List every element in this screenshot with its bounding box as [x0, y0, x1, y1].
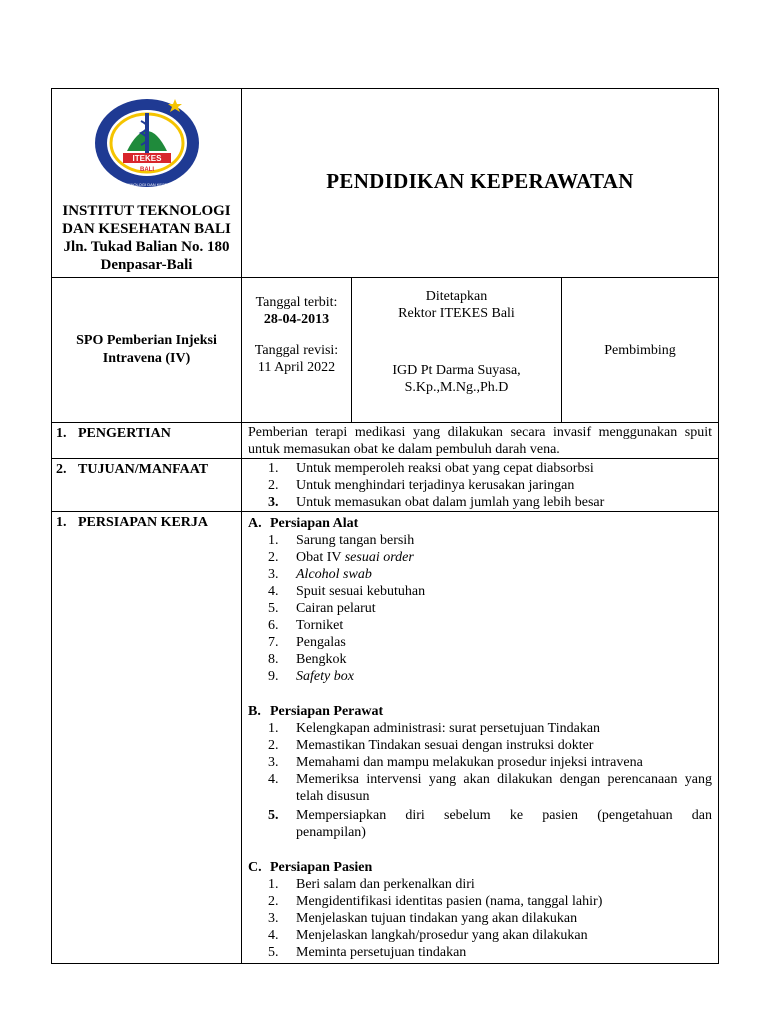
persiapan-alat-list	[248, 532, 712, 685]
dates-cell	[242, 278, 352, 423]
list-item: 3. Alcohol swab	[268, 567, 372, 582]
list-item: 2. Untuk menghindari terjadinya kerusakan jaringan	[268, 478, 575, 493]
persiapan-pasien-list	[248, 876, 712, 961]
list-item: 1. Kelengkapan administrasi: surat persetujuan Tindakan	[268, 721, 601, 736]
section-persiapan-content	[242, 512, 719, 964]
signer-title: S.Kp.,M.Ng.,Ph.D	[404, 380, 509, 395]
itekes-logo	[87, 91, 207, 191]
list-item: 7. Pengalas	[268, 635, 346, 650]
pembimbing-cell	[562, 278, 719, 423]
pembimbing-label: Pembimbing	[604, 342, 676, 358]
document-title: PENDIDIKAN KEPERAWATAN	[326, 169, 634, 193]
list-item: 2. Mengidentifikasi identitas pasien (nama, tanggal lahir)	[268, 894, 603, 909]
list-item: 5. Meminta persetujuan tindakan	[268, 945, 467, 960]
spo-name-cell: SPO Pemberian Injeksi Intravena (IV)	[52, 278, 242, 423]
persiapan-alat-heading: A. Persiapan Alat	[248, 516, 359, 531]
list-item: 1. Untuk memperoleh reaksi obat yang cepat diabsorbsi	[268, 461, 594, 476]
list-item: 1. Sarung tangan bersih	[268, 533, 415, 548]
list-item: 1. Beri salam dan perkenalkan diri	[268, 877, 475, 892]
list-item: 5. Mempersiapkan diri sebelum ke pasien (pengetahuan dan penampilan)	[268, 808, 712, 840]
ditetapkan-label: Ditetapkan	[425, 289, 488, 304]
list-item: 9. Safety box	[268, 669, 354, 684]
list-item: 2. Obat IV sesuai order	[268, 550, 414, 565]
persiapan-perawat-list	[248, 720, 712, 841]
svg-text:INSTITUT TEKNOLOGI DAN KESEHAT: INSTITUT TEKNOLOGI DAN KESEHATAN BALI	[103, 182, 190, 187]
revisi-date: 11 April 2022	[257, 360, 336, 375]
ditetapkan-cell	[352, 278, 562, 423]
terbit-date: 28-04-2013	[263, 312, 330, 327]
list-item: 8. Bengkok	[268, 652, 347, 667]
list-item: 4. Memeriksa intervensi yang akan dilakukan dengan perencanaan yang telah disusun	[268, 772, 712, 804]
list-item: 3. Memahami dan mampu melakukan prosedur injeksi intravena	[268, 755, 643, 770]
list-item: 6. Torniket	[268, 618, 344, 633]
institution-cell	[52, 89, 242, 278]
section-pengertian-text: Pemberian terapi medikasi yang dilakukan secara invasif menggunakan spuit untuk memasukan obat ke dalam pembuluh darah vena.	[242, 423, 719, 459]
list-item: 4. Menjelaskan langkah/prosedur yang akan dilakukan	[268, 928, 588, 943]
svg-text:ITEKES: ITEKES	[132, 154, 161, 163]
svg-text:BALI: BALI	[139, 167, 154, 173]
list-item: 2. Memastikan Tindakan sesuai dengan instruksi dokter	[268, 738, 594, 753]
spo-table	[51, 88, 719, 964]
list-item: 3. Untuk memasukan obat dalam jumlah yang lebih besar	[268, 495, 605, 510]
signer-name: IGD Pt Darma Suyasa,	[392, 363, 521, 378]
document	[51, 88, 718, 964]
section-tujuan-label: 2. TUJUAN/MANFAAT	[52, 459, 242, 512]
list-item: 3. Menjelaskan tujuan tindakan yang akan dilakukan	[268, 911, 578, 926]
revisi-label: Tanggal revisi:	[254, 343, 339, 358]
persiapan-perawat-heading: B. Persiapan Perawat	[248, 704, 384, 719]
persiapan-pasien-heading: C. Persiapan Pasien	[248, 860, 373, 875]
title-cell	[242, 89, 719, 278]
list-item: 5. Cairan pelarut	[268, 601, 376, 616]
terbit-label: Tanggal terbit:	[255, 295, 338, 310]
section-tujuan-list	[242, 459, 719, 512]
section-pengertian-label: 1. PENGERTIAN	[52, 423, 242, 459]
rektor-label: Rektor ITEKES Bali	[398, 306, 515, 321]
section-persiapan-label: 1. PERSIAPAN KERJA	[52, 512, 242, 964]
institution-name: INSTITUT TEKNOLOGI DAN KESEHATAN BALI Jln. Tukad Balian No. 180 Denpasar-Bali	[62, 203, 231, 273]
list-item: 4. Spuit sesuai kebutuhan	[268, 584, 426, 599]
